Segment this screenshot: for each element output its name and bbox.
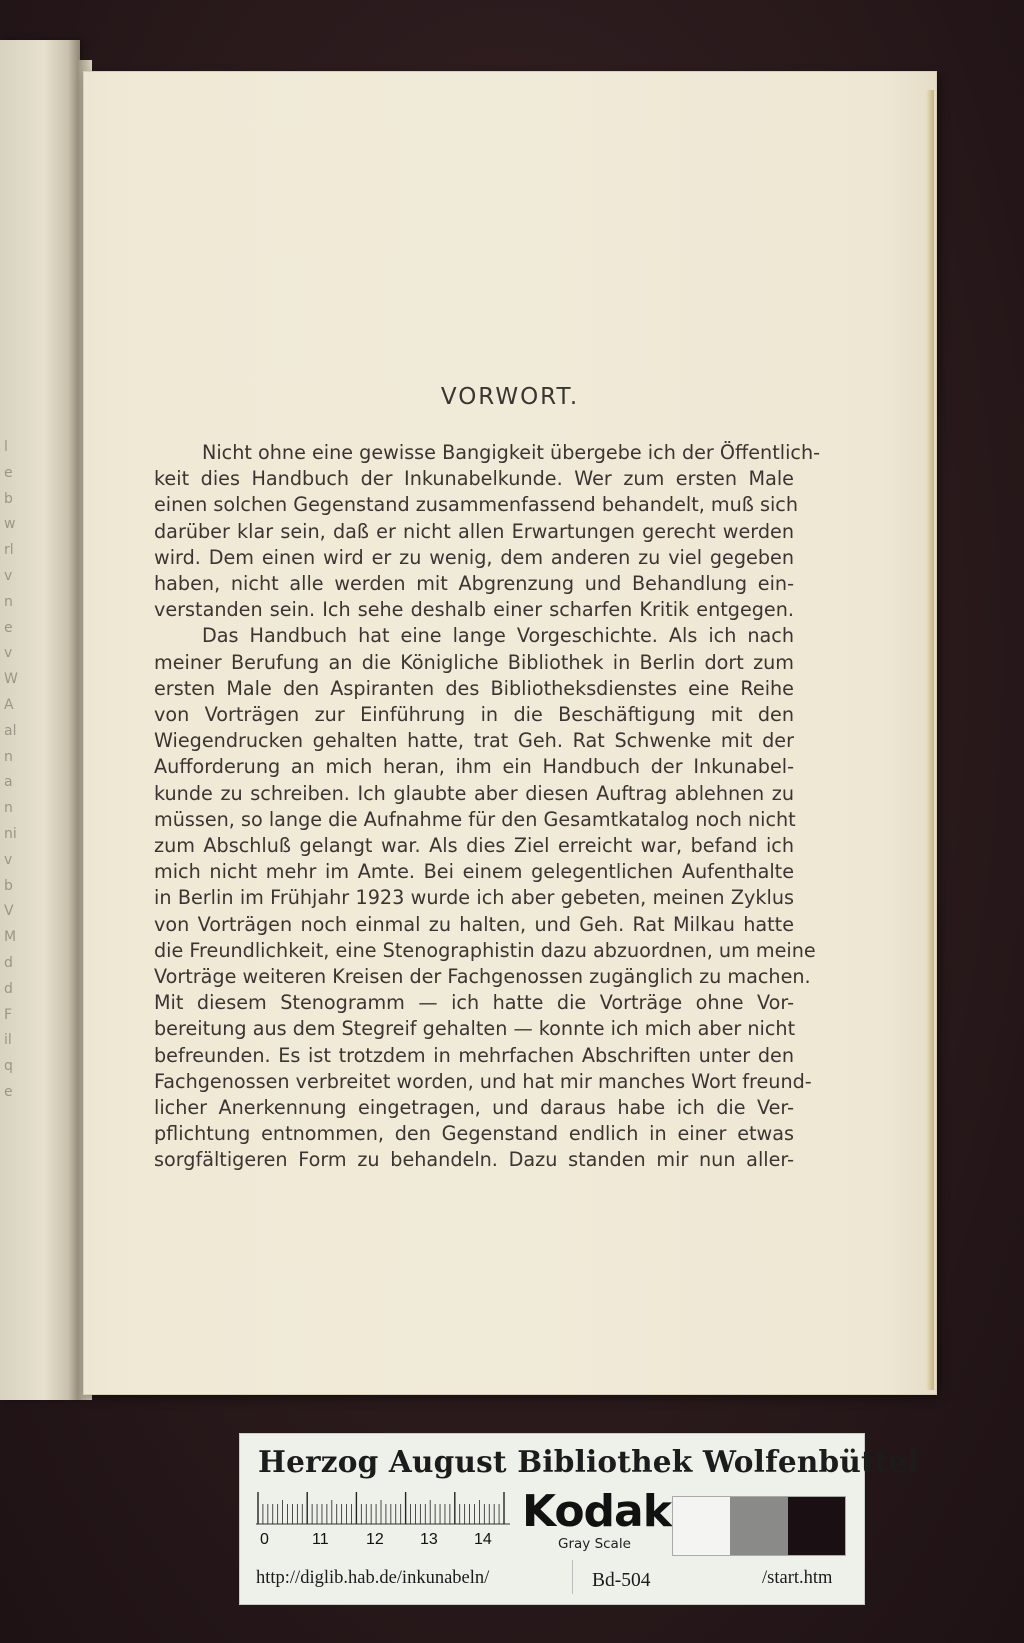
text-line: bereitung aus dem Stegreif gehalten — konnte ich mich aber nicht — [154, 1017, 796, 1041]
digital-library-url: http://diglib.hab.de/inkunabeln/ — [256, 1568, 490, 1588]
text-line: in Berlin im Frühjahr 1923 wurde ich aber gebeten, meinen Zyklus — [154, 886, 794, 910]
text-line: keit dies Handbuch der Inkunabelkunde. Wer zum ersten Male — [154, 467, 794, 491]
left-page-fragment: v — [4, 568, 13, 584]
text-line: darüber klar sein, daß er nicht allen Erwartungen gerecht werden — [154, 519, 794, 543]
card-divider — [572, 1560, 573, 1594]
left-page-fragment: q — [4, 1058, 13, 1075]
text-line: verstanden sein. Ich sehe deshalb einer scharfen Kritik entgegen. — [154, 598, 794, 622]
text-line: meiner Berufung an die Königliche Bibliothek in Berlin dort zum — [154, 650, 794, 674]
gray-patch — [788, 1497, 845, 1555]
left-page-fragment: d — [4, 955, 13, 971]
text-line: Wiegendrucken gehalten hatte, trat Geh. Rat Schwenke mit der — [154, 729, 794, 753]
preface-text — [154, 440, 821, 1174]
text-line: wird. Dem einen wird er zu wenig, dem anderen zu viel gegeben — [154, 545, 794, 569]
text-line: die Freundlichkeit, eine Stenographistin dazu abzuordnen, um meine — [154, 938, 816, 962]
text-line: sorgfältigeren Form zu behandeln. Dazu standen mir nun aller- — [154, 1148, 794, 1172]
left-page-fragment: d — [4, 980, 13, 997]
page-title: VORWORT. — [440, 384, 580, 410]
ruler-label: 11 — [312, 1531, 329, 1548]
gray-patch — [673, 1497, 730, 1555]
scale-ruler — [256, 1492, 510, 1550]
library-target-card — [240, 1434, 920, 1604]
text-line: haben, nicht alle werden mit Abgrenzung und Behandlung ein- — [154, 572, 794, 596]
gray-scale-label: Gray Scale — [558, 1536, 631, 1552]
page-fore-edge — [926, 90, 934, 1390]
left-page-fragment: l — [4, 439, 8, 455]
left-page-fragment: al — [4, 722, 17, 739]
text-line: ersten Male den Aspiranten des Bibliotheksdienstes eine Reihe — [154, 676, 794, 700]
left-page-fragment: A — [4, 697, 14, 713]
text-line: Mit diesem Stenogramm — ich hatte die Vorträge ohne Vor- — [154, 991, 794, 1015]
left-page-fragment: M — [4, 929, 17, 946]
text-line: licher Anerkennung eingetragen, und daraus habe ich die Ver- — [154, 1096, 794, 1120]
ruler-label: 12 — [366, 1531, 384, 1548]
left-page-fragment: w — [4, 516, 16, 533]
left-page-fragment: e — [4, 1084, 13, 1100]
text-line: Fachgenossen verbreitet worden, und hat mir manches Wort freund- — [154, 1069, 812, 1093]
text-line: von Vorträgen zur Einführung in die Beschäftigung mit den — [154, 703, 794, 727]
text-line: zum Abschluß gelangt war. Als dies Ziel erreicht war, befand ich — [154, 834, 794, 858]
left-page-fragment: il — [4, 1032, 12, 1049]
text-line: Aufforderung an mich heran, ihm ein Handbuch der Inkunabel- — [154, 755, 794, 779]
text-line: befreunden. Es ist trotzdem in mehrfachen Abschriften unter den — [154, 1043, 794, 1067]
left-page-edge — [0, 40, 80, 1400]
library-name: Herzog August Bibliothek Wolfenbüttel — [258, 1444, 920, 1479]
shelf-mark: Bd-504 — [592, 1570, 651, 1591]
ruler-label: 13 — [420, 1531, 438, 1548]
text-line: pflichtung entnommen, den Gegenstand endlich in einer etwas — [154, 1122, 794, 1146]
left-page-fragment: F — [4, 1006, 13, 1023]
text-line: Vorträge weiteren Kreisen der Fachgenossen zugänglich zu machen. — [154, 965, 811, 989]
text-line: müssen, so lange die Aufnahme für den Gesamtkatalog noch nicht — [154, 807, 796, 831]
text-line: mich nicht mehr im Amte. Bei einem gelegentlichen Aufenthalte — [154, 860, 794, 884]
gray-scale-patches — [672, 1496, 846, 1556]
kodak-logo: Kodak — [522, 1486, 671, 1537]
ruler-label: 14 — [474, 1531, 492, 1548]
left-page-fragment: V — [4, 903, 14, 920]
left-page-fragment: n — [4, 593, 13, 610]
left-page-fragment: a — [4, 774, 13, 791]
ruler-label: 0 — [260, 1531, 269, 1548]
left-page-fragment: e — [4, 464, 13, 481]
left-page-fragment: v — [4, 645, 13, 662]
start-page-path: /start.htm — [762, 1568, 833, 1588]
text-line: von Vorträgen noch einmal zu halten, und Geh. Rat Milkau hatte — [154, 912, 794, 936]
left-page-fragment: b — [4, 490, 13, 507]
text-line: einen solchen Gegenstand zusammenfassend behandelt, muß sich — [154, 493, 798, 517]
text-line: Nicht ohne eine gewisse Bangigkeit übergebe ich der Öffentlich- — [202, 441, 821, 464]
left-page-fragment: rl — [4, 542, 14, 559]
left-page-fragment: W — [4, 671, 18, 688]
left-page-fragment: e — [4, 619, 13, 636]
text-line: kunde zu schreiben. Ich glaubte aber diesen Auftrag ablehnen zu — [154, 781, 794, 805]
gray-patch — [730, 1497, 787, 1555]
left-page-fragment: v — [4, 851, 13, 868]
left-page-fragment: b — [4, 877, 13, 894]
book-page — [84, 72, 936, 1394]
left-page-fragment: ni — [4, 826, 17, 842]
left-page-fragment: n — [4, 748, 13, 765]
left-page-fragment: n — [4, 800, 13, 817]
text-line: Das Handbuch hat eine lange Vorgeschichte. Als ich nach — [202, 624, 794, 648]
